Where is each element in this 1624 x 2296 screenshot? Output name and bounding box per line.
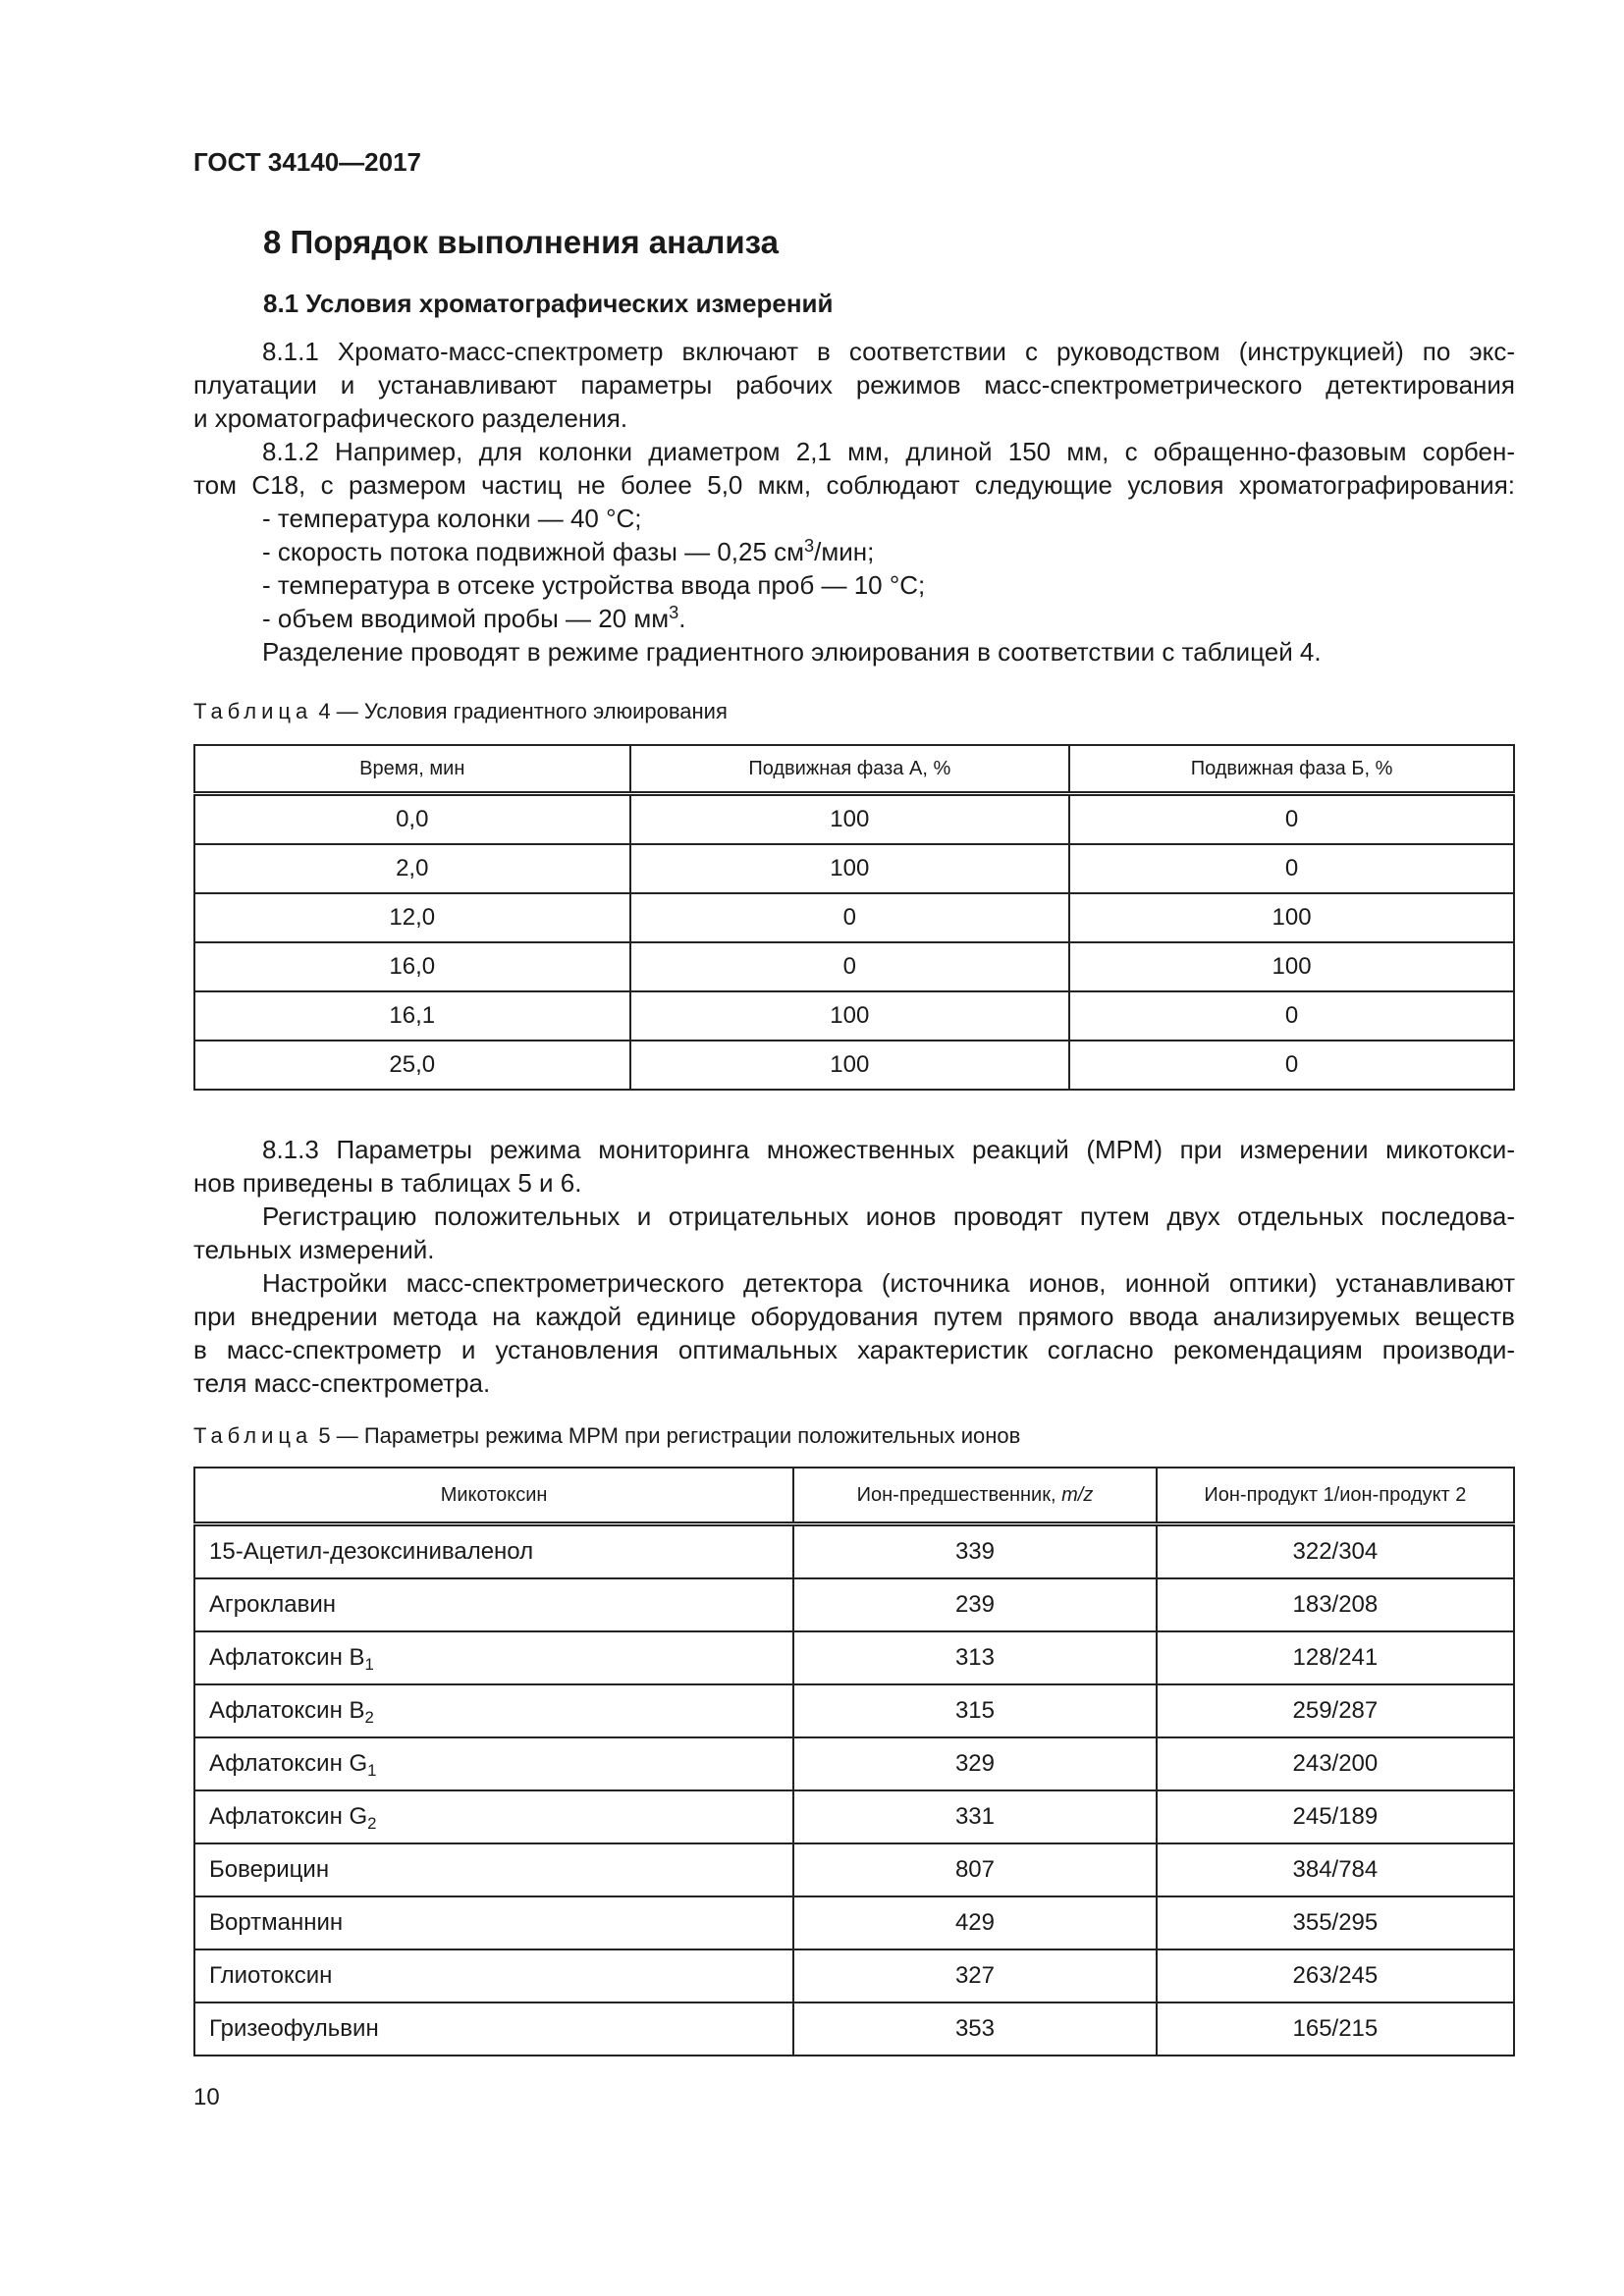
table-cell: 100 — [1069, 893, 1514, 942]
list-item-flow-rate: - скорость потока подвижной фазы — 0,25 $см^3$/мин; — [262, 536, 875, 566]
precursor-ion-cell: 313 — [793, 1631, 1157, 1684]
col-header: Ион-продукт 1/ион-продукт 2 — [1157, 1468, 1514, 1524]
table-row — [194, 991, 1514, 1041]
table-row — [194, 844, 1514, 893]
text-line: 8.1.3 Параметры режима мониторинга множественных реакций (МРМ) при измерении микотокси- — [262, 1135, 1515, 1164]
table4-caption: Таблица 4 — Условия градиентного элюирования — [193, 699, 728, 723]
text-line: Разделение проводят в режиме градиентного элюирования в соответствии с таблицей 4. — [262, 637, 1322, 667]
table-cell: 100 — [630, 1041, 1070, 1090]
table-cell: 0 — [1069, 794, 1514, 845]
table-row — [194, 1041, 1514, 1090]
table-cell: 0 — [1069, 991, 1514, 1041]
precursor-ion-cell: 327 — [793, 1949, 1157, 2002]
text-line: теля масс-спектрометра. — [193, 1368, 491, 1398]
precursor-ion-cell: 329 — [793, 1737, 1157, 1790]
table-cell: 0 — [630, 893, 1070, 942]
table-cell: 2,0 — [194, 844, 630, 893]
table-cell: 16,0 — [194, 942, 630, 991]
col-header: Ион-предшественник, m/z — [793, 1468, 1157, 1524]
text-line: тельных измерений. — [193, 1235, 435, 1264]
mycotoxin-cell: Афлатоксин $B_1$ — [194, 1631, 793, 1684]
paragraph-8-1-1 — [193, 335, 1515, 435]
table-row — [194, 794, 1514, 845]
col-header: Время, мин — [194, 745, 630, 794]
product-ions-cell: 322/304 — [1157, 1524, 1514, 1579]
precursor-ion-cell: 339 — [793, 1524, 1157, 1579]
mycotoxin-cell: Вортманнин — [194, 1896, 793, 1949]
product-ions-cell: 128/241 — [1157, 1631, 1514, 1684]
mycotoxin-cell: Агроклавин — [194, 1578, 793, 1631]
text-line: Настройки масс-спектрометрического детектора (источника ионов, ионной оптики) устанавливают — [262, 1268, 1515, 1298]
table-cell: 0 — [1069, 1041, 1514, 1090]
table-row — [194, 1949, 1514, 2002]
product-ions-cell: 183/208 — [1157, 1578, 1514, 1631]
table5-caption: Таблица 5 — Параметры режима МРМ при регистрации положительных ионов — [193, 1423, 1021, 1448]
table-header-row — [194, 1468, 1514, 1524]
table-row — [194, 1631, 1514, 1684]
table-row — [194, 1896, 1514, 1949]
table-cell: 100 — [1069, 942, 1514, 991]
mycotoxin-cell: Боверицин — [194, 1843, 793, 1896]
product-ions-cell: 384/784 — [1157, 1843, 1514, 1896]
text-line: 8.1.1 Хромато-масс-спектрометр включают в соответствии с руководством (инструкцией) по экс- — [262, 337, 1515, 366]
standard-id: ГОСТ 34140—2017 — [193, 147, 421, 177]
table-cell: 0 — [1069, 844, 1514, 893]
product-ions-cell: 355/295 — [1157, 1896, 1514, 1949]
col-header: Микотоксин — [194, 1468, 793, 1524]
table-cell: 25,0 — [194, 1041, 630, 1090]
table-4-gradient — [193, 744, 1515, 1091]
table-row — [194, 1684, 1514, 1737]
list-item-injection-volume: - объем вводимой пробы — 20 $мм^3$. — [262, 603, 686, 633]
product-ions-cell: 243/200 — [1157, 1737, 1514, 1790]
page-number: 10 — [193, 2084, 220, 2110]
precursor-ion-cell: 331 — [793, 1790, 1157, 1843]
text-line: при внедрении метода на каждой единице оборудования путем прямого ввода анализируемых веществ — [193, 1302, 1515, 1331]
list-item-column-temp: - температура колонки — 40 °C; — [262, 504, 642, 533]
mycotoxin-cell: Гризеофульвин — [194, 2002, 793, 2056]
mycotoxin-cell: 15-Ацетил-дезоксиниваленол — [194, 1524, 793, 1579]
mycotoxin-cell: Афлатоксин $G_2$ — [194, 1790, 793, 1843]
precursor-ion-cell: 429 — [793, 1896, 1157, 1949]
precursor-ion-cell: 239 — [793, 1578, 1157, 1631]
precursor-ion-cell: 315 — [793, 1684, 1157, 1737]
table-cell: 100 — [630, 794, 1070, 845]
precursor-ion-cell: 807 — [793, 1843, 1157, 1896]
product-ions-cell: 165/215 — [1157, 2002, 1514, 2056]
precursor-ion-cell: 353 — [793, 2002, 1157, 2056]
text-line: 8.1.2 Например, для колонки диаметром 2,1 мм, длиной 150 мм, с обращенно-фазовым сорбен- — [262, 437, 1515, 466]
table-cell: 0 — [630, 942, 1070, 991]
mycotoxin-cell: Глиотоксин — [194, 1949, 793, 2002]
subsection-title: 8.1 Условия хроматографических измерений — [263, 289, 834, 318]
paragraph-8-1-2 — [193, 435, 1515, 668]
product-ions-cell: 259/287 — [1157, 1684, 1514, 1737]
text-line: нов приведены в таблицах 5 и 6. — [193, 1168, 582, 1198]
table-row — [194, 1790, 1514, 1843]
col-header: Подвижная фаза А, % — [630, 745, 1070, 794]
table-row — [194, 893, 1514, 942]
list-item-sampler-temp: - температура в отсеке устройства ввода проб — 10 °C; — [262, 570, 926, 600]
text-line: том C18, с размером частиц не более 5,0 мкм, соблюдают следующие условия хроматографирования: — [193, 470, 1515, 500]
col-header: Подвижная фаза Б, % — [1069, 745, 1514, 794]
text-line: и хроматографического разделения. — [193, 403, 628, 433]
table-row — [194, 2002, 1514, 2056]
table-5-mrm-positive — [193, 1467, 1515, 2056]
table-row — [194, 942, 1514, 991]
product-ions-cell: 245/189 — [1157, 1790, 1514, 1843]
table-cell: 100 — [630, 991, 1070, 1041]
table-cell: 12,0 — [194, 893, 630, 942]
text-line: в масс-спектрометр и установления оптимальных характеристик согласно рекомендациям производи- — [193, 1335, 1515, 1364]
text-line: плуатации и устанавливают параметры рабочих режимов масс-спектрометрического детектирования — [193, 370, 1515, 400]
table-row — [194, 1578, 1514, 1631]
table-row — [194, 1843, 1514, 1896]
table-cell: 16,1 — [194, 991, 630, 1041]
table-row — [194, 1737, 1514, 1790]
section-title: 8 Порядок выполнения анализа — [263, 224, 780, 260]
table-cell: 100 — [630, 844, 1070, 893]
mycotoxin-cell: Афлатоксин $G_1$ — [194, 1737, 793, 1790]
table-cell: 0,0 — [194, 794, 630, 845]
paragraph-8-1-3 — [193, 1133, 1515, 1400]
text-line: Регистрацию положительных и отрицательных ионов проводят путем двух отдельных последова- — [262, 1201, 1515, 1231]
product-ions-cell: 263/245 — [1157, 1949, 1514, 2002]
table-header-row — [194, 745, 1514, 794]
table-row — [194, 1524, 1514, 1579]
mycotoxin-cell: Афлатоксин $B_2$ — [194, 1684, 793, 1737]
